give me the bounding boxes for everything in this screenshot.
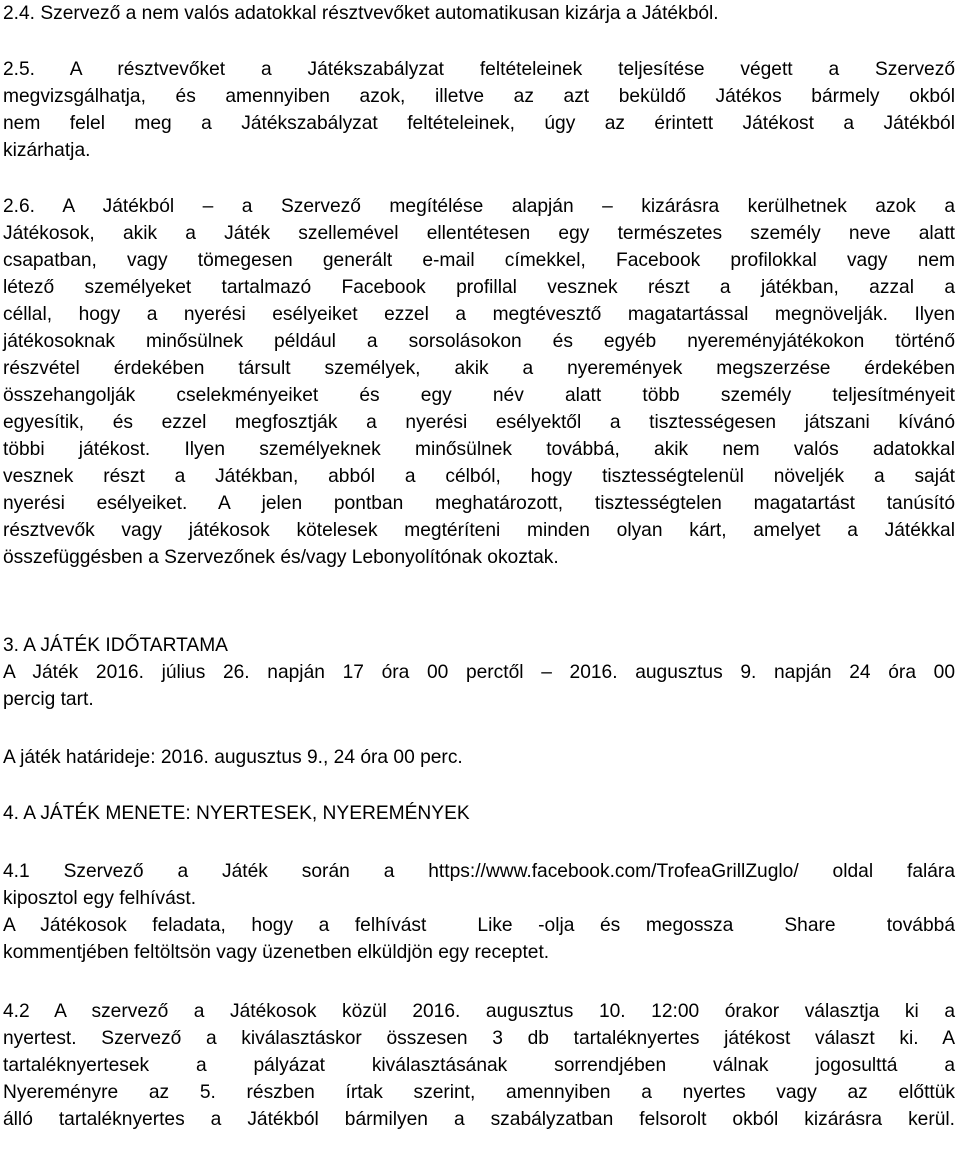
paragraph-2-6-line: csapatban, vagy tömegesen generált e-mail címekkel, Facebook profilokkal vagy nem [3, 250, 955, 271]
paragraph-4-1-line: kommentjében feltöltsön vagy üzenetben elküldjön egy receptet. [3, 942, 550, 963]
paragraph-2-6-line: céllal, hogy a nyerési esélyeiket ezzel a megtévesztő magatartással megnövelják. Ilyen [3, 304, 955, 325]
paragraph-2-6-line: nyerési esélyeiket. A jelen pontban meghatározott, tisztességtelen magatartást tanúsító [3, 493, 955, 514]
section-4-heading: 4. A JÁTÉK MENETE: NYERTESEK, NYEREMÉNYEK [3, 803, 470, 824]
paragraph-2-6-line: résztvevők vagy játékosok kötelesek megtéríteni minden olyan kárt, amelyet a Játékkal [3, 520, 955, 541]
paragraph-4-2-line: nyertest. Szervező a kiválasztáskor összesen 3 db tartaléknyertes játékost választ ki. A [3, 1028, 955, 1049]
paragraph-2-6-line: összehangolják cselekményeiket és egy név alatt több személy teljesítményeit [3, 385, 955, 406]
paragraph-2-5-line: nem felel meg a Játékszabályzat feltételeinek, úgy az érintett Játékost a Játékból [3, 113, 955, 134]
paragraph-4-2-line: tartaléknyertesek a pályázat kiválasztásának sorrendjében válnak jogosulttá a [3, 1055, 955, 1076]
paragraph-4-1-line: 4.1 Szervező a Játék során a https://www.facebook.com/TrofeaGrillZuglo/ oldal falára [3, 861, 955, 882]
paragraph-4-2-line: Nyereményre az 5. részben írtak szerint, amennyiben a nyertes vagy az előttük [3, 1082, 955, 1103]
paragraph-2-6-line: összefüggésben a Szervezőnek és/vagy Lebonyolítónak okoztak. [3, 547, 559, 568]
deadline-line: A játék határideje: 2016. augusztus 9., 24 óra 00 perc. [3, 747, 463, 768]
paragraph-4-2-line: 4.2 A szervező a Játékosok közül 2016. augusztus 10. 12:00 órakor választja ki a [3, 1001, 955, 1022]
paragraph-2-6-line: létező személyeket tartalmazó Facebook profillal vesznek részt a játékban, azzal a [3, 277, 955, 298]
paragraph-2-6-line: vesznek részt a Játékban, abból a célból, hogy tisztességtelenül növeljék a saját [3, 466, 955, 487]
paragraph-4-2-line: álló tartaléknyertes a Játékból bármilyen a szabályzatban felsorolt okból kizárásra kerül. [3, 1109, 955, 1130]
paragraph-2-5-line: megvizsgálhatja, és amennyiben azok, illetve az azt beküldő Játékos bármely okból [3, 86, 955, 107]
section-3-line: percig tart. [3, 689, 94, 710]
paragraph-2-6-line: többi játékost. Ilyen személyeknek minősülnek továbbá, akik nem valós adatokkal [3, 439, 955, 460]
paragraph-2-4-line: 2.4. Szervező a nem valós adatokkal résztvevőket automatikusan kizárja a Játékból. [3, 3, 719, 24]
paragraph-2-6-line: játékosoknak minősülnek például a sorsolásokon és egyéb nyereményjátékokon történő [3, 331, 955, 352]
paragraph-2-6-line: 2.6. A Játékból – a Szervező megítélése alapján – kizárásra kerülhetnek azok a [3, 196, 955, 217]
section-3-heading: 3. A JÁTÉK IDŐTARTAMA [3, 635, 228, 656]
section-3-line: A Játék 2016. július 26. napján 17 óra 00 perctől – 2016. augusztus 9. napján 24 óra 00 [3, 662, 955, 683]
paragraph-2-6-line: egyesítik, és ezzel megfosztják a nyerési esélyektől a tisztességesen játszani kívánó [3, 412, 955, 433]
paragraph-2-5-line: kizárhatja. [3, 140, 91, 161]
paragraph-2-5-line: 2.5. A résztvevőket a Játékszabályzat feltételeinek teljesítése végett a Szervező [3, 59, 955, 80]
paragraph-4-1-line: kiposztol egy felhívást. [3, 888, 197, 909]
paragraph-2-6-line: részvétel érdekében társult személyek, akik a nyeremények megszerzése érdekében [3, 358, 955, 379]
paragraph-4-1-line: A Játékosok feladata, hogy a felhívást Like -olja és megossza Share továbbá [3, 915, 955, 936]
paragraph-2-6-line: Játékosok, akik a Játék szellemével ellentétesen egy természetes személy neve alatt [3, 223, 955, 244]
